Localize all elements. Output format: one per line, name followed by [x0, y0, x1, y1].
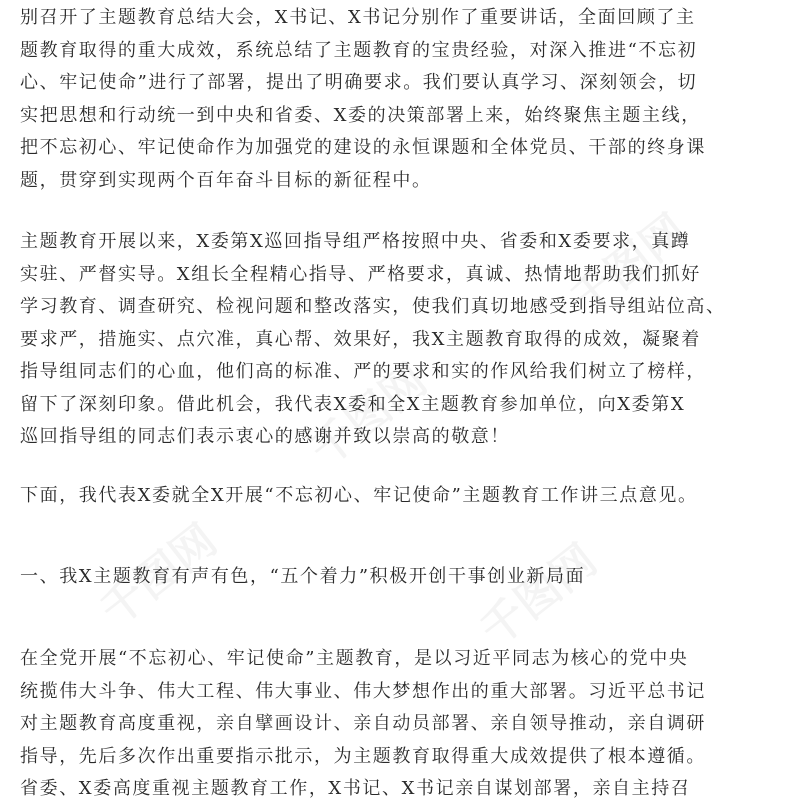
text-line: 省委、X委高度重视主题教育工作，X书记、X书记亲自谋划部署，亲自主持召 — [20, 778, 691, 799]
text-line: 主题教育开展以来，X委第X巡回指导组严格按照中央、省委和X委要求，真蹲 — [20, 231, 691, 252]
paragraph-3 — [20, 480, 780, 513]
paragraph-1 — [20, 2, 780, 197]
text-line: 要求严，措施实、点穴准，真心帮、效果好，我X主题教育取得的成效，凝聚着 — [20, 328, 701, 350]
text-line: 对主题教育高度重视，亲自擘画设计、亲自动员部署、亲自领导推动，亲自调研 — [20, 713, 706, 734]
text-line: 在全党开展“不忘初心、牢记使命”主题教育，是以习近平同志为核心的党中央 — [20, 648, 689, 669]
paragraph-5 — [20, 643, 780, 800]
text-line: 下面，我代表X委就全X开展“不忘初心、牢记使命”主题教育工作讲三点意见。 — [20, 485, 698, 506]
text-line: 实把思想和行动统一到中央和省委、X委的决策部署上来，始终聚焦主题主线， — [20, 104, 701, 126]
text-line: 一、我X主题教育有声有色，“五个着力”积极开创干事创业新局面 — [20, 566, 586, 587]
section-heading — [20, 561, 780, 594]
paragraph-2 — [20, 226, 780, 454]
text-line: 学习教育、调查研究、检视问题和整改落实，使我们真切地感受到指导组站位高、 — [20, 296, 726, 317]
text-line: 实驻、严督实导。X组长全程精心指导、严格要求，真诚、热情地帮助我们抓好 — [20, 263, 701, 285]
text-line: 指导组同志们的心血，他们高的标准、严的要求和实的作风给我们树立了榜样， — [20, 361, 706, 382]
text-line: 题，贯穿到实现两个百年奋斗目标的新征程中。 — [20, 169, 432, 191]
text-line: 统揽伟大斗争、伟大工程、伟大事业、伟大梦想作出的重大部署。习近平总书记 — [20, 680, 706, 702]
text-line: 题教育取得的重大成效，系统总结了主题教育的宝贵经验，对深入推进“不忘初 — [20, 39, 698, 61]
text-line: 留下了深刻印象。借此机会，我代表X委和全X主题教育参加单位，向X委第X — [20, 393, 686, 415]
text-line: 别召开了主题教育总结大会，X书记、X书记分别作了重要讲话，全面回顾了主 — [20, 7, 696, 28]
text-line: 指导，先后多次作出重要指示批示，为主题教育取得重大成效提供了根本遵循。 — [20, 745, 706, 767]
text-line: 把不忘初心、牢记使命作为加强党的建设的永恒课题和全体党员、干部的终身课 — [20, 137, 706, 158]
text-line: 心、牢记使命”进行了部署，提出了明确要求。我们要认真学习、深刻领会，切 — [20, 72, 698, 93]
text-line: 巡回指导组的同志们表示衷心的感谢并致以崇高的敬意！ — [20, 426, 510, 447]
